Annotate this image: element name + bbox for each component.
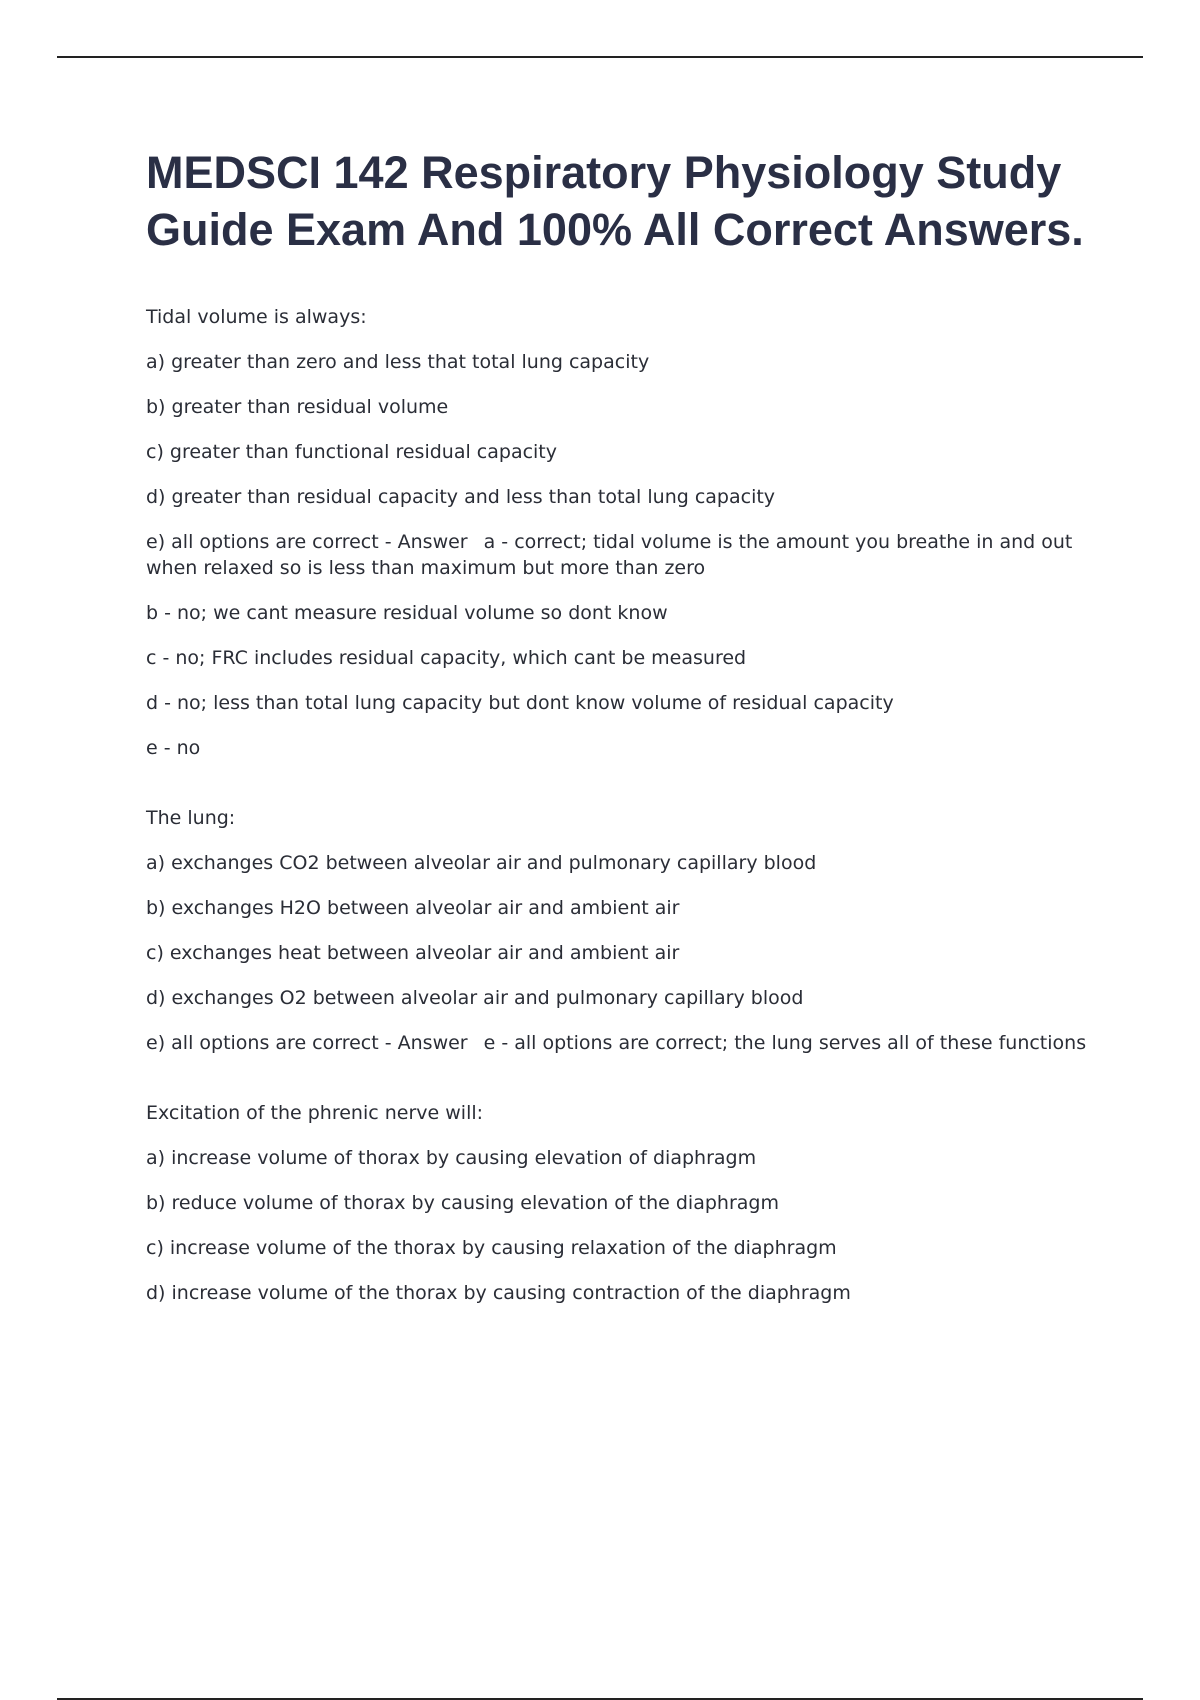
answer-option: a) increase volume of thorax by causing elevation of diaphragm — [146, 1147, 757, 1169]
answer-option: d) greater than residual capacity and less than total lung capacity — [146, 486, 776, 508]
answer-option: c) increase volume of the thorax by causing relaxation of the diaphragm — [146, 1237, 837, 1259]
answer-option: c) exchanges heat between alveolar air and ambient air — [146, 942, 680, 964]
answer-option-with-answer — [146, 529, 1106, 581]
top-rule — [57, 56, 1143, 58]
answer-option: c) greater than functional residual capacity — [146, 441, 558, 463]
answer-explanation: d - no; less than total lung capacity but dont know volume of residual capacity — [146, 692, 894, 714]
document-title: MEDSCI 142 Respiratory Physiology Study Guide Exam And 100% All Correct Answers. — [146, 147, 1084, 255]
document-body — [146, 144, 1106, 1350]
answer-option: b) reduce volume of thorax by causing elevation of the diaphragm — [146, 1192, 779, 1214]
answer-option-with-answer — [146, 1030, 1106, 1056]
answer-explanation: b - no; we cant measure residual volume so dont know — [146, 602, 668, 624]
answer-option: a) greater than zero and less that total lung capacity — [146, 351, 650, 373]
answer-option: d) exchanges O2 between alveolar air and pulmonary capillary blood — [146, 987, 804, 1009]
answer-text: e - all options are correct; the lung serves all of these functions — [483, 1032, 1087, 1054]
question-prompt: Excitation of the phrenic nerve will: — [146, 1102, 484, 1124]
answer-option: d) increase volume of the thorax by causing contraction of the diaphragm — [146, 1282, 851, 1304]
question-block — [146, 805, 1106, 1056]
answer-option: a) exchanges CO2 between alveolar air and pulmonary capillary blood — [146, 852, 817, 874]
question-block — [146, 304, 1106, 761]
question-block — [146, 1100, 1106, 1306]
answer-option: b) greater than residual volume — [146, 396, 449, 418]
answer-explanation: c - no; FRC includes residual capacity, which cant be measured — [146, 647, 747, 669]
answer-text: a - correct; tidal volume is the amount you breathe in and out when relaxed so is less than maximum but more than zero — [146, 531, 1073, 579]
answer-option: b) exchanges H2O between alveolar air and ambient air — [146, 897, 680, 919]
question-prompt: The lung: — [146, 807, 236, 829]
answer-option: e) all options are correct - Answer — [146, 531, 468, 553]
question-prompt: Tidal volume is always: — [146, 306, 367, 328]
answer-option: e) all options are correct - Answer — [146, 1032, 468, 1054]
answer-explanation: e - no — [146, 737, 201, 759]
